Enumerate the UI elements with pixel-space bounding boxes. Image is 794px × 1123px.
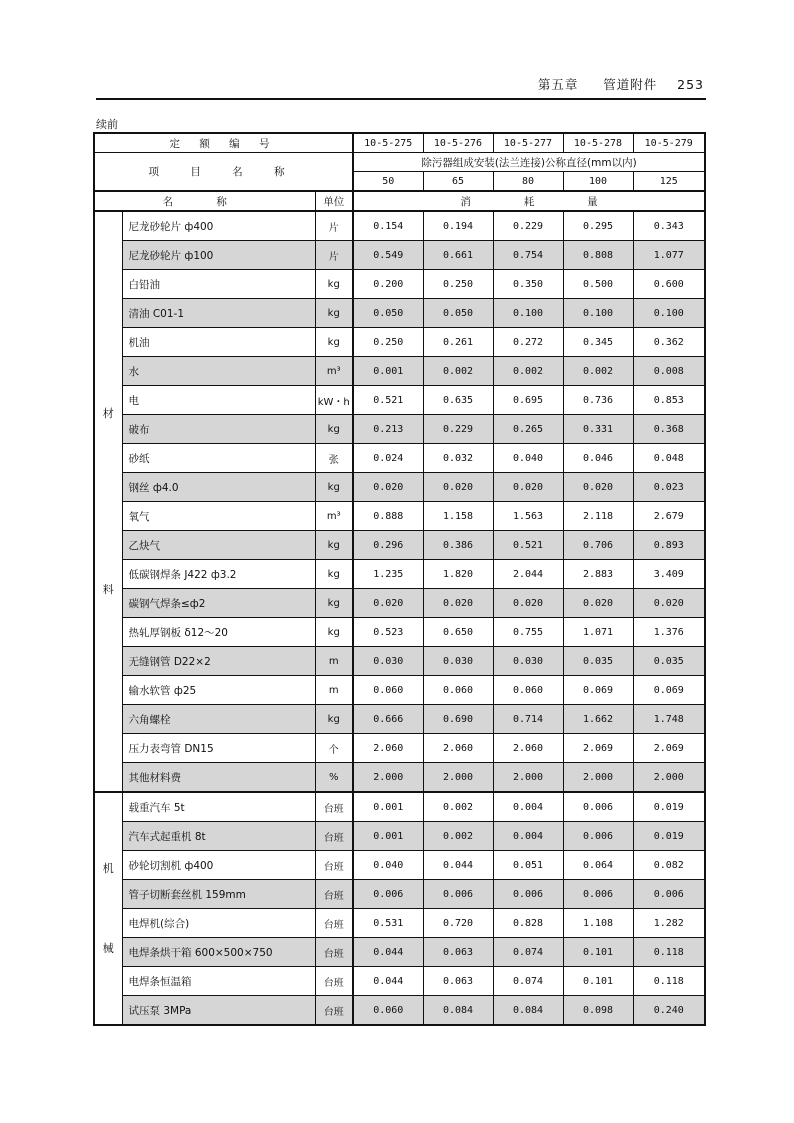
table-row	[94, 996, 705, 1026]
group-label-char: 机	[102, 862, 114, 876]
table-row	[94, 589, 705, 618]
value-cell: 0.714	[493, 705, 563, 734]
table-row	[94, 560, 705, 589]
value-cell: 0.296	[353, 531, 423, 560]
value-cell: 0.050	[353, 299, 423, 328]
value-cell: 2.044	[493, 560, 563, 589]
value-cell: 0.084	[423, 996, 493, 1026]
value-cell: 0.046	[563, 444, 633, 473]
value-cell: 0.690	[423, 705, 493, 734]
value-cell: 0.100	[563, 299, 633, 328]
item-unit: m	[315, 647, 353, 676]
item-name: 试压泵 3MPa	[122, 996, 315, 1026]
value-cell: 0.272	[493, 328, 563, 357]
spec-title: 除污器组成安装(法兰连接)公称直径(mm以内)	[353, 153, 705, 172]
value-cell: 0.001	[353, 357, 423, 386]
value-cell: 2.679	[633, 502, 705, 531]
value-cell: 0.261	[423, 328, 493, 357]
value-cell: 0.893	[633, 531, 705, 560]
value-cell: 0.020	[493, 589, 563, 618]
value-cell: 0.063	[423, 967, 493, 996]
value-cell: 0.118	[633, 938, 705, 967]
value-cell: 0.666	[353, 705, 423, 734]
value-cell: 2.000	[423, 763, 493, 793]
value-cell: 0.064	[563, 851, 633, 880]
item-name: 尼龙砂轮片 ф400	[122, 211, 315, 241]
table-row	[94, 822, 705, 851]
table-row	[94, 734, 705, 763]
value-cell: 0.069	[563, 676, 633, 705]
item-name: 低碳钢焊条 J422 ф3.2	[122, 560, 315, 589]
value-cell: 0.002	[423, 357, 493, 386]
value-cell: 0.020	[353, 473, 423, 502]
value-cell: 0.100	[633, 299, 705, 328]
item-unit: kg	[315, 618, 353, 647]
item-unit: kg	[315, 560, 353, 589]
value-cell: 0.661	[423, 241, 493, 270]
group-label-char: 材	[102, 407, 114, 421]
item-name: 机油	[122, 328, 315, 357]
item-unit: 台班	[315, 909, 353, 938]
value-cell: 0.808	[563, 241, 633, 270]
value-cell: 0.084	[493, 996, 563, 1026]
value-cell: 0.754	[493, 241, 563, 270]
value-cell: 0.362	[633, 328, 705, 357]
value-cell: 0.706	[563, 531, 633, 560]
item-unit: kg	[315, 705, 353, 734]
table-row	[94, 909, 705, 938]
item-unit: 张	[315, 444, 353, 473]
item-unit: 片	[315, 241, 353, 270]
item-unit: 台班	[315, 792, 353, 822]
table-row	[94, 967, 705, 996]
quota-code: 10-5-275	[353, 133, 423, 153]
value-cell: 0.020	[493, 473, 563, 502]
value-cell: 2.883	[563, 560, 633, 589]
item-name: 电	[122, 386, 315, 415]
value-cell: 3.409	[633, 560, 705, 589]
quota-number-label: 定 额 编 号	[94, 133, 353, 153]
item-name: 汽车式起重机 8t	[122, 822, 315, 851]
value-cell: 0.044	[353, 938, 423, 967]
value-cell: 0.002	[493, 357, 563, 386]
value-cell: 1.158	[423, 502, 493, 531]
value-cell: 0.040	[353, 851, 423, 880]
value-cell: 1.748	[633, 705, 705, 734]
diameter-cell: 100	[563, 172, 633, 192]
value-cell: 1.820	[423, 560, 493, 589]
item-name: 清油 C01-1	[122, 299, 315, 328]
value-cell: 0.030	[423, 647, 493, 676]
table-row	[94, 676, 705, 705]
value-cell: 0.720	[423, 909, 493, 938]
item-name: 氧气	[122, 502, 315, 531]
value-cell: 0.295	[563, 211, 633, 241]
item-unit: m	[315, 676, 353, 705]
value-cell: 0.386	[423, 531, 493, 560]
value-cell: 0.521	[493, 531, 563, 560]
section-label: 管道附件	[603, 77, 658, 92]
value-cell: 0.194	[423, 211, 493, 241]
consumption-char: 消	[460, 195, 471, 208]
value-cell: 0.060	[423, 676, 493, 705]
table-row	[94, 647, 705, 676]
continued-label: 续前	[96, 118, 118, 131]
value-cell: 0.008	[633, 357, 705, 386]
table-row	[94, 938, 705, 967]
value-cell: 0.265	[493, 415, 563, 444]
value-cell: 0.069	[633, 676, 705, 705]
consumption-char: 量	[587, 195, 598, 208]
diameter-cell: 80	[493, 172, 563, 192]
value-cell: 0.368	[633, 415, 705, 444]
value-cell: 1.662	[563, 705, 633, 734]
value-cell: 0.048	[633, 444, 705, 473]
value-cell: 0.154	[353, 211, 423, 241]
value-cell: 2.000	[563, 763, 633, 793]
value-cell: 0.853	[633, 386, 705, 415]
value-cell: 2.118	[563, 502, 633, 531]
table-row	[94, 851, 705, 880]
value-cell: 0.002	[423, 822, 493, 851]
value-cell: 0.600	[633, 270, 705, 299]
name-column-header: 名 称	[94, 191, 315, 211]
value-cell: 0.736	[563, 386, 633, 415]
value-cell: 0.006	[423, 880, 493, 909]
value-cell: 0.063	[423, 938, 493, 967]
table-row	[94, 386, 705, 415]
consumption-header	[353, 191, 705, 211]
value-cell: 0.006	[353, 880, 423, 909]
value-cell: 2.069	[563, 734, 633, 763]
value-cell: 0.650	[423, 618, 493, 647]
item-name: 钢丝 ф4.0	[122, 473, 315, 502]
value-cell: 2.000	[353, 763, 423, 793]
group-label	[94, 792, 122, 1025]
item-unit: m³	[315, 357, 353, 386]
value-cell: 0.032	[423, 444, 493, 473]
value-cell: 2.000	[633, 763, 705, 793]
value-cell: 0.331	[563, 415, 633, 444]
quota-table	[93, 132, 706, 1026]
item-unit: 台班	[315, 938, 353, 967]
item-name: 输水软管 ф25	[122, 676, 315, 705]
unit-column-header: 单位	[315, 191, 353, 211]
value-cell: 2.000	[493, 763, 563, 793]
value-cell: 0.250	[423, 270, 493, 299]
value-cell: 0.635	[423, 386, 493, 415]
value-cell: 0.240	[633, 996, 705, 1026]
diameter-cell: 65	[423, 172, 493, 192]
item-unit: kg	[315, 473, 353, 502]
item-unit: %	[315, 763, 353, 793]
item-name: 白铅油	[122, 270, 315, 299]
value-cell: 0.229	[493, 211, 563, 241]
value-cell: 2.060	[493, 734, 563, 763]
value-cell: 0.695	[493, 386, 563, 415]
item-name: 载重汽车 5t	[122, 792, 315, 822]
value-cell: 0.020	[633, 589, 705, 618]
item-name: 六角螺栓	[122, 705, 315, 734]
value-cell: 0.020	[423, 589, 493, 618]
value-cell: 0.060	[353, 996, 423, 1026]
item-name: 砂轮切割机 ф400	[122, 851, 315, 880]
quota-number-row	[94, 133, 705, 153]
item-name: 水	[122, 357, 315, 386]
table-row	[94, 618, 705, 647]
diameter-cell: 50	[353, 172, 423, 192]
value-cell: 0.523	[353, 618, 423, 647]
table-row	[94, 415, 705, 444]
group-label	[94, 211, 122, 792]
item-name: 无缝钢管 D22×2	[122, 647, 315, 676]
value-cell: 0.098	[563, 996, 633, 1026]
value-cell: 0.004	[493, 822, 563, 851]
value-cell: 0.229	[423, 415, 493, 444]
item-name: 电焊条恒温箱	[122, 967, 315, 996]
value-cell: 0.350	[493, 270, 563, 299]
value-cell: 0.200	[353, 270, 423, 299]
chapter-label: 第五章	[537, 77, 579, 92]
value-cell: 0.006	[563, 822, 633, 851]
item-name: 压力表弯管 DN15	[122, 734, 315, 763]
item-unit: 片	[315, 211, 353, 241]
value-cell: 2.069	[633, 734, 705, 763]
value-cell: 0.100	[493, 299, 563, 328]
item-name: 碳钢气焊条≤ф2	[122, 589, 315, 618]
quota-code: 10-5-277	[493, 133, 563, 153]
value-cell: 0.020	[563, 589, 633, 618]
value-cell: 0.343	[633, 211, 705, 241]
value-cell: 1.282	[633, 909, 705, 938]
value-cell: 1.077	[633, 241, 705, 270]
value-cell: 0.044	[423, 851, 493, 880]
consumption-char: 耗	[523, 195, 535, 208]
value-cell: 1.235	[353, 560, 423, 589]
item-unit: 台班	[315, 851, 353, 880]
value-cell: 0.006	[633, 880, 705, 909]
table-row	[94, 211, 705, 241]
value-cell: 0.101	[563, 967, 633, 996]
table-row	[94, 241, 705, 270]
spec-title-row	[94, 153, 705, 172]
item-unit: 个	[315, 734, 353, 763]
table-row	[94, 357, 705, 386]
value-cell: 0.006	[563, 792, 633, 822]
value-cell: 0.051	[493, 851, 563, 880]
item-unit: 台班	[315, 996, 353, 1026]
value-cell: 0.004	[493, 792, 563, 822]
value-cell: 0.250	[353, 328, 423, 357]
value-cell: 0.549	[353, 241, 423, 270]
table-row	[94, 270, 705, 299]
table-row	[94, 328, 705, 357]
diameter-cell: 125	[633, 172, 705, 192]
value-cell: 1.108	[563, 909, 633, 938]
value-cell: 0.531	[353, 909, 423, 938]
page-header	[96, 72, 706, 100]
table-row	[94, 792, 705, 822]
item-unit: 台班	[315, 822, 353, 851]
item-name: 砂纸	[122, 444, 315, 473]
table-row	[94, 444, 705, 473]
value-cell: 0.001	[353, 792, 423, 822]
item-unit: 台班	[315, 967, 353, 996]
item-name: 其他材料费	[122, 763, 315, 793]
value-cell: 0.345	[563, 328, 633, 357]
table-row	[94, 705, 705, 734]
table-row	[94, 502, 705, 531]
item-unit: kg	[315, 415, 353, 444]
value-cell: 2.060	[423, 734, 493, 763]
item-name: 乙炔气	[122, 531, 315, 560]
value-cell: 0.006	[493, 880, 563, 909]
item-unit: kg	[315, 299, 353, 328]
group-label-char: 械	[102, 941, 114, 955]
quota-code: 10-5-279	[633, 133, 705, 153]
column-header-row	[94, 191, 705, 211]
item-name: 破布	[122, 415, 315, 444]
value-cell: 0.060	[353, 676, 423, 705]
value-cell: 0.035	[633, 647, 705, 676]
item-unit: kg	[315, 531, 353, 560]
value-cell: 0.023	[633, 473, 705, 502]
value-cell: 0.002	[563, 357, 633, 386]
value-cell: 0.082	[633, 851, 705, 880]
value-cell: 0.019	[633, 792, 705, 822]
table-row	[94, 880, 705, 909]
value-cell: 0.040	[493, 444, 563, 473]
value-cell: 0.050	[423, 299, 493, 328]
item-name: 管子切断套丝机 159mm	[122, 880, 315, 909]
value-cell: 0.035	[563, 647, 633, 676]
quota-code: 10-5-278	[563, 133, 633, 153]
value-cell: 0.020	[423, 473, 493, 502]
item-name-label: 项 目 名 称	[94, 153, 353, 192]
group-label-char: 料	[102, 582, 114, 596]
value-cell: 0.001	[353, 822, 423, 851]
value-cell: 0.002	[423, 792, 493, 822]
table-row	[94, 531, 705, 560]
item-name: 尼龙砂轮片 ф100	[122, 241, 315, 270]
value-cell: 1.071	[563, 618, 633, 647]
value-cell: 0.030	[493, 647, 563, 676]
value-cell: 0.101	[563, 938, 633, 967]
value-cell: 0.755	[493, 618, 563, 647]
item-unit: kg	[315, 589, 353, 618]
value-cell: 2.060	[353, 734, 423, 763]
value-cell: 0.118	[633, 967, 705, 996]
running-head	[538, 75, 704, 93]
value-cell: 0.020	[353, 589, 423, 618]
value-cell: 0.074	[493, 967, 563, 996]
item-unit: m³	[315, 502, 353, 531]
value-cell: 0.020	[563, 473, 633, 502]
page-number: 253	[677, 77, 704, 92]
value-cell: 0.074	[493, 938, 563, 967]
item-name: 电焊机(综合)	[122, 909, 315, 938]
value-cell: 0.521	[353, 386, 423, 415]
value-cell: 0.006	[563, 880, 633, 909]
item-name: 电焊条烘干箱 600×500×750	[122, 938, 315, 967]
quota-code: 10-5-276	[423, 133, 493, 153]
value-cell: 0.828	[493, 909, 563, 938]
item-unit: kW・h	[315, 386, 353, 415]
item-name: 热轧厚钢板 δ12～20	[122, 618, 315, 647]
value-cell: 0.500	[563, 270, 633, 299]
header-rule	[96, 98, 706, 100]
item-unit: 台班	[315, 880, 353, 909]
value-cell: 1.376	[633, 618, 705, 647]
item-unit: kg	[315, 328, 353, 357]
item-unit: kg	[315, 270, 353, 299]
table-row	[94, 473, 705, 502]
value-cell: 0.044	[353, 967, 423, 996]
table-row	[94, 763, 705, 793]
value-cell: 0.060	[493, 676, 563, 705]
table-row	[94, 299, 705, 328]
value-cell: 0.030	[353, 647, 423, 676]
value-cell: 0.024	[353, 444, 423, 473]
value-cell: 1.563	[493, 502, 563, 531]
value-cell: 0.888	[353, 502, 423, 531]
value-cell: 0.019	[633, 822, 705, 851]
value-cell: 0.213	[353, 415, 423, 444]
